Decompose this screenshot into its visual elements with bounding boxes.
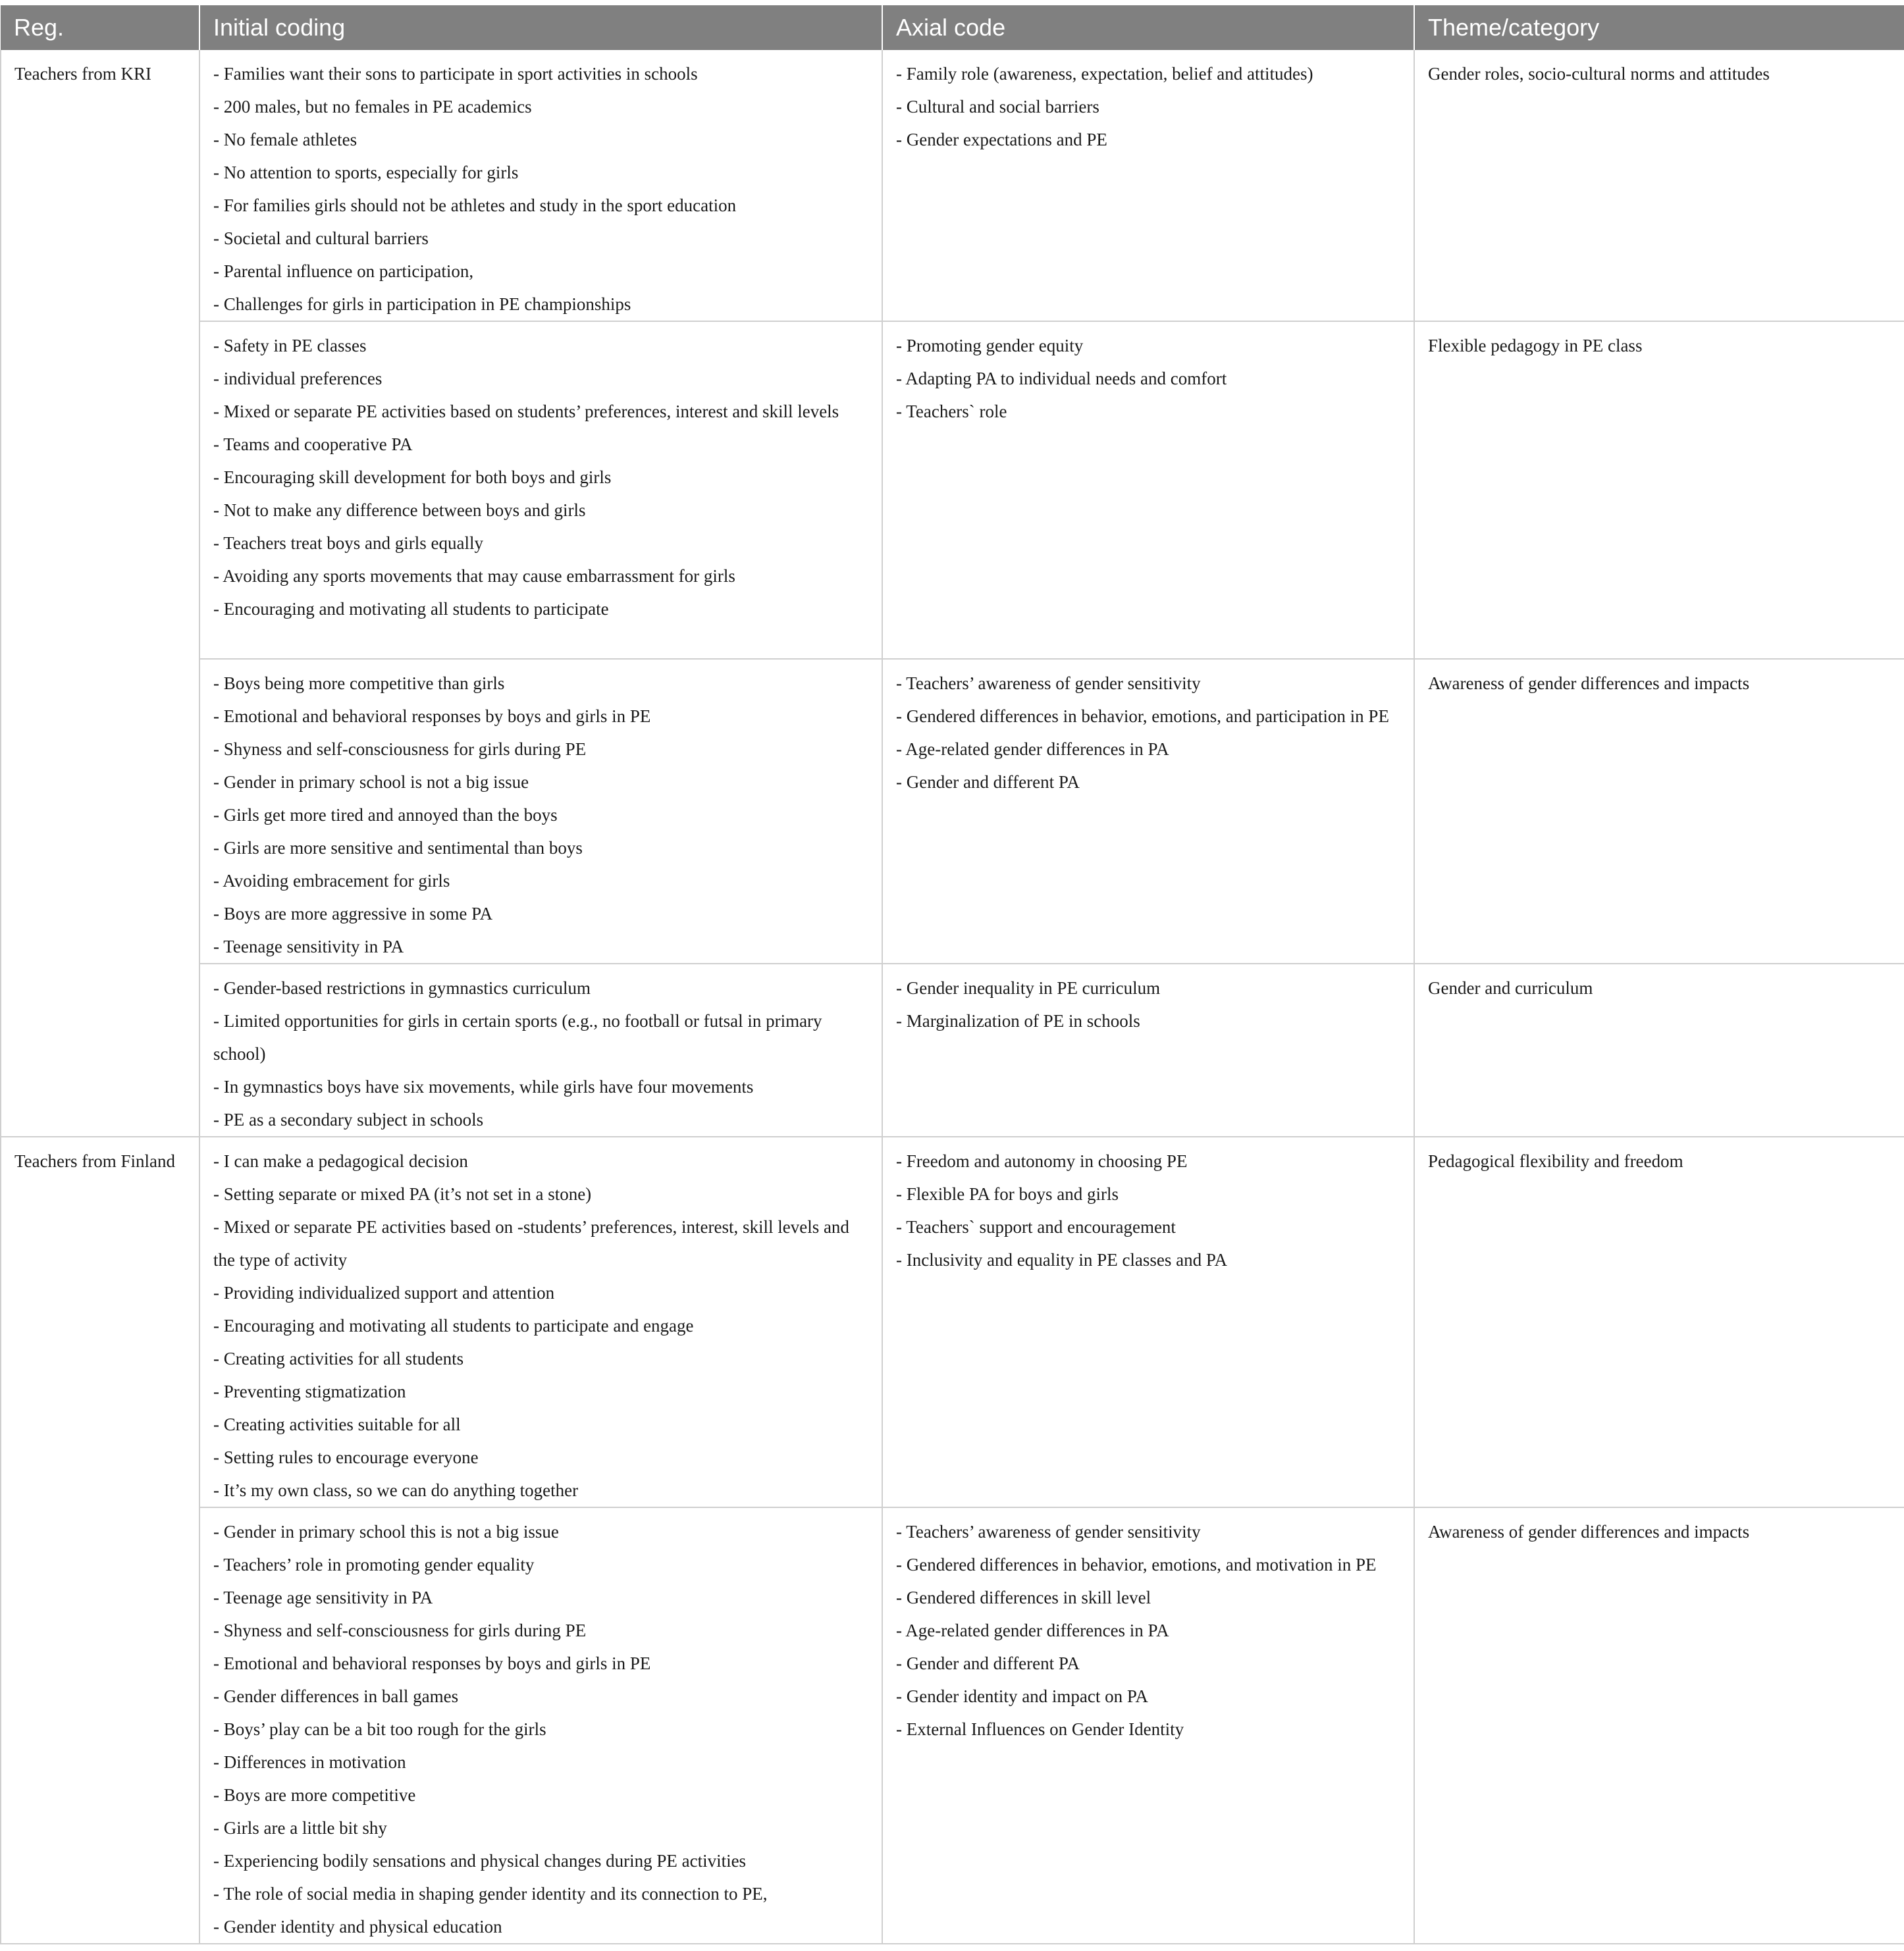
axial-code-item: - Age-related gender differences in PA	[896, 739, 1169, 759]
initial-coding-item: - Setting rules to encourage everyone	[213, 1447, 479, 1467]
axial-code-item: - Gender and different PA	[896, 772, 1080, 792]
axial-code-item: - Freedom and autonomy in choosing PE	[896, 1151, 1188, 1171]
axial-code-item: - Gender expectations and PE	[896, 130, 1107, 149]
axial-code-cell	[882, 1507, 1414, 1944]
initial-coding-item: - Teams and cooperative PA	[213, 434, 413, 454]
region-cell: Teachers from KRI	[1, 50, 199, 1137]
initial-coding-cell	[199, 964, 882, 1137]
initial-coding-item: - Societal and cultural barriers	[213, 228, 429, 248]
axial-code-item: - Adapting PA to individual needs and comfort	[896, 369, 1227, 388]
initial-coding-item: - No attention to sports, especially for girls	[213, 163, 519, 182]
initial-coding-item: - Teachers’ role in promoting gender equality	[213, 1555, 535, 1574]
initial-coding-item: - Avoiding embracement for girls	[213, 871, 450, 891]
axial-code-item: - Gender identity and impact on PA	[896, 1686, 1148, 1706]
theme-category-cell: Gender and curriculum	[1414, 964, 1904, 1137]
axial-code-item: - External Influences on Gender Identity	[896, 1719, 1184, 1739]
initial-coding-item: - Emotional and behavioral responses by boys and girls in PE	[213, 706, 651, 726]
axial-code-item: - Gendered differences in behavior, emotions, and motivation in PE	[896, 1555, 1377, 1574]
initial-coding-item: - Gender identity and physical education	[213, 1917, 502, 1937]
initial-coding-item: - Encouraging and motivating all students to participate	[213, 599, 609, 619]
initial-coding-item: - Setting separate or mixed PA (it’s not set in a stone)	[213, 1184, 592, 1204]
table-row	[1, 321, 1904, 659]
initial-coding-item: - Encouraging skill development for both boys and girls	[213, 467, 612, 487]
initial-coding-item: - Mixed or separate PE activities based on -students’ preferences, interest, skill levels and the type of activity	[213, 1217, 849, 1270]
initial-coding-item: - Challenges for girls in participation in PE championships	[213, 294, 631, 314]
theme-category-cell: Awareness of gender differences and impacts	[1414, 659, 1904, 964]
axial-code-item: - Inclusivity and equality in PE classes and PA	[896, 1250, 1227, 1270]
initial-coding-item: - Preventing stigmatization	[213, 1382, 406, 1401]
axial-code-item: - Gender inequality in PE curriculum	[896, 978, 1161, 998]
initial-coding-item: - For families girls should not be athletes and study in the sport education	[213, 195, 737, 215]
initial-coding-cell	[199, 1137, 882, 1507]
initial-coding-item: - Shyness and self-consciousness for girls during PE	[213, 1621, 587, 1640]
theme-category-cell: Gender roles, socio-cultural norms and attitudes	[1414, 50, 1904, 321]
initial-coding-item: - Teenage age sensitivity in PA	[213, 1588, 433, 1607]
initial-coding-item: - Mixed or separate PE activities based on students’ preferences, interest and skill levels	[213, 402, 839, 421]
axial-code-item: - Promoting gender equity	[896, 336, 1084, 355]
axial-code-item: - Teachers’ awareness of gender sensitivity	[896, 1522, 1201, 1542]
theme-category-cell: Pedagogical flexibility and freedom	[1414, 1137, 1904, 1507]
axial-code-item: - Teachers` role	[896, 402, 1007, 421]
initial-coding-item: - Teenage sensitivity in PA	[213, 937, 404, 956]
axial-code-cell	[882, 1137, 1414, 1507]
table-row	[1, 1137, 1904, 1507]
table-header	[1, 5, 1904, 50]
initial-coding-item: - Differences in motivation	[213, 1752, 406, 1772]
axial-code-item: - Teachers` support and encouragement	[896, 1217, 1176, 1237]
initial-coding-item: - Shyness and self-consciousness for girls during PE	[213, 739, 587, 759]
table-body	[1, 50, 1904, 1944]
initial-coding-item: - Avoiding any sports movements that may cause embarrassment for girls	[213, 566, 735, 586]
initial-coding-item: - I can make a pedagogical decision	[213, 1151, 468, 1171]
initial-coding-item: - Encouraging and motivating all students to participate and engage	[213, 1316, 694, 1336]
initial-coding-item: - Boys being more competitive than girls	[213, 673, 505, 693]
initial-coding-item: - In gymnastics boys have six movements, while girls have four movements	[213, 1077, 754, 1097]
theme-category-cell: Flexible pedagogy in PE class	[1414, 321, 1904, 659]
coding-table	[0, 5, 1904, 1944]
initial-coding-item: - Limited opportunities for girls in certain sports (e.g., no football or futsal in primary school)	[213, 1011, 822, 1064]
axial-code-item: - Cultural and social barriers	[896, 97, 1099, 117]
table-row	[1, 964, 1904, 1137]
initial-coding-cell	[199, 50, 882, 321]
initial-coding-item: - Emotional and behavioral responses by boys and girls in PE	[213, 1653, 651, 1673]
initial-coding-item: - Gender in primary school is not a big issue	[213, 772, 529, 792]
axial-code-cell	[882, 321, 1414, 659]
initial-coding-cell	[199, 659, 882, 964]
initial-coding-item: - Safety in PE classes	[213, 336, 367, 355]
initial-coding-item: - Boys are more aggressive in some PA	[213, 904, 493, 923]
header-initial-coding: Initial coding	[199, 5, 882, 50]
initial-coding-item: - The role of social media in shaping gender identity and its connection to PE,	[213, 1884, 768, 1904]
initial-coding-item: - No female athletes	[213, 130, 357, 149]
initial-coding-item: - Not to make any difference between boys and girls	[213, 500, 586, 520]
initial-coding-cell	[199, 1507, 882, 1944]
initial-coding-item: - Teachers treat boys and girls equally	[213, 533, 483, 553]
theme-category-cell: Awareness of gender differences and impacts	[1414, 1507, 1904, 1944]
axial-code-cell	[882, 50, 1414, 321]
initial-coding-item: - Gender in primary school this is not a big issue	[213, 1522, 559, 1542]
initial-coding-item: - Girls are more sensitive and sentimental than boys	[213, 838, 583, 858]
initial-coding-cell	[199, 321, 882, 659]
axial-code-cell	[882, 659, 1414, 964]
header-reg: Reg.	[1, 5, 199, 50]
initial-coding-item: - Experiencing bodily sensations and physical changes during PE activities	[213, 1851, 747, 1871]
axial-code-item: - Marginalization of PE in schools	[896, 1011, 1140, 1031]
initial-coding-item: - Creating activities for all students	[213, 1349, 464, 1368]
initial-coding-item: - individual preferences	[213, 369, 383, 388]
initial-coding-item: - Parental influence on participation,	[213, 261, 474, 281]
initial-coding-item: - PE as a secondary subject in schools	[213, 1110, 484, 1130]
axial-code-item: - Flexible PA for boys and girls	[896, 1184, 1119, 1204]
axial-code-item: - Gender and different PA	[896, 1653, 1080, 1673]
initial-coding-item: - It’s my own class, so we can do anything together	[213, 1480, 579, 1500]
table-row	[1, 50, 1904, 321]
initial-coding-item: - Gender differences in ball games	[213, 1686, 459, 1706]
initial-coding-item: - Boys’ play can be a bit too rough for the girls	[213, 1719, 546, 1739]
axial-code-item: - Gendered differences in skill level	[896, 1588, 1151, 1607]
initial-coding-item: - Boys are more competitive	[213, 1785, 416, 1805]
region-cell: Teachers from Finland	[1, 1137, 199, 1944]
axial-code-item: - Age-related gender differences in PA	[896, 1621, 1169, 1640]
axial-code-item: - Teachers’ awareness of gender sensitivity	[896, 673, 1201, 693]
initial-coding-item: - Girls get more tired and annoyed than the boys	[213, 805, 558, 825]
initial-coding-item: - Gender-based restrictions in gymnastics curriculum	[213, 978, 591, 998]
initial-coding-item: - Families want their sons to participate in sport activities in schools	[213, 64, 698, 84]
initial-coding-item: - Creating activities suitable for all	[213, 1415, 461, 1434]
table-row	[1, 1507, 1904, 1944]
axial-code-item: - Family role (awareness, expectation, belief and attitudes)	[896, 64, 1313, 84]
axial-code-cell	[882, 964, 1414, 1137]
table-row	[1, 659, 1904, 964]
axial-code-item: - Gendered differences in behavior, emotions, and participation in PE	[896, 706, 1389, 726]
header-axial-code: Axial code	[882, 5, 1414, 50]
initial-coding-item: - Girls are a little bit shy	[213, 1818, 387, 1838]
header-theme-category: Theme/category	[1414, 5, 1904, 50]
initial-coding-item: - 200 males, but no females in PE academics	[213, 97, 532, 117]
header-row	[1, 5, 1904, 50]
initial-coding-item: - Providing individualized support and attention	[213, 1283, 555, 1303]
